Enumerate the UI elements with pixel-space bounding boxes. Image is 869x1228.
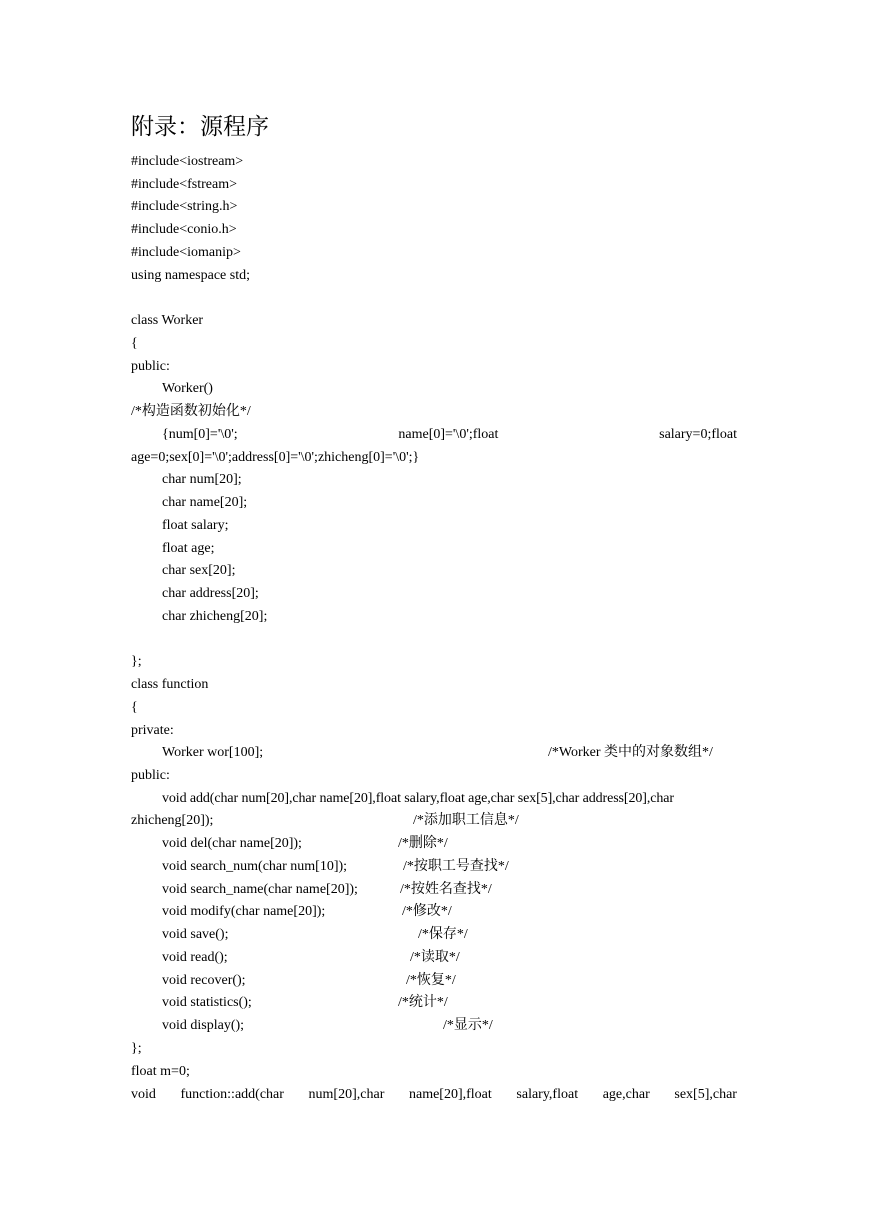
code-token: {num[0]='\0'; <box>162 427 238 442</box>
code-line-justified <box>162 426 737 444</box>
code-comment: /*添加职工信息*/ <box>413 813 519 828</box>
code-line: void save(); <box>162 927 229 942</box>
code-line: float age; <box>162 541 215 556</box>
code-line: #include<conio.h> <box>131 222 237 237</box>
code-comment: /*构造函数初始化*/ <box>131 404 251 419</box>
code-comment: /*统计*/ <box>398 995 448 1010</box>
code-token: void <box>131 1087 156 1102</box>
code-token: name[0]='\0';float <box>398 427 499 442</box>
code-line: public: <box>131 359 170 374</box>
code-line-justified <box>131 1086 737 1104</box>
code-line: void add(char num[20],char name[20],float salary,float age,char sex[5],char address[20],char <box>162 791 674 806</box>
code-line: class Worker <box>131 313 204 328</box>
code-line: #include<fstream> <box>131 177 237 192</box>
code-line: float m=0; <box>131 1064 190 1079</box>
code-line: class function <box>131 677 209 692</box>
code-line: { <box>131 336 138 351</box>
code-comment: /*修改*/ <box>402 904 452 919</box>
code-line: char address[20]; <box>162 586 259 601</box>
code-line: char num[20]; <box>162 472 242 487</box>
code-line: Worker() <box>162 381 213 396</box>
code-line: void recover(); <box>162 973 246 988</box>
code-line: zhicheng[20]); <box>131 813 214 828</box>
code-token: name[20],float <box>408 1087 492 1102</box>
code-comment: /*恢复*/ <box>406 973 456 988</box>
code-comment: /*保存*/ <box>418 927 468 942</box>
code-comment: /*显示*/ <box>443 1018 493 1033</box>
code-line: char name[20]; <box>162 495 248 510</box>
code-line: void statistics(); <box>162 995 252 1010</box>
code-line: }; <box>131 654 142 669</box>
code-token: age,char <box>602 1087 650 1102</box>
code-line: #include<iomanip> <box>131 245 241 260</box>
code-line: void modify(char name[20]); <box>162 904 326 919</box>
code-line: void search_name(char name[20]); <box>162 882 358 897</box>
page-title: 附录：源程序 <box>131 114 269 139</box>
code-token: salary=0;float <box>659 427 737 442</box>
code-line: #include<string.h> <box>131 199 238 214</box>
code-comment: /*读取*/ <box>410 950 460 965</box>
code-token: num[20],char <box>308 1087 385 1102</box>
code-line: Worker wor[100]; <box>162 745 264 760</box>
code-comment: /*按姓名查找*/ <box>400 882 492 897</box>
code-comment: /*按职工号查找*/ <box>403 859 509 874</box>
code-token: sex[5],char <box>674 1087 737 1102</box>
code-token: salary,float <box>516 1087 579 1102</box>
code-line: #include<iostream> <box>131 154 244 169</box>
code-line: age=0;sex[0]='\0';address[0]='\0';zhicheng[0]='\0';} <box>131 450 420 465</box>
code-line: char zhicheng[20]; <box>162 609 268 624</box>
code-line: void display(); <box>162 1018 245 1033</box>
code-line: using namespace std; <box>131 268 250 283</box>
code-line: void read(); <box>162 950 228 965</box>
code-line: }; <box>131 1041 142 1056</box>
code-comment: /*删除*/ <box>398 836 448 851</box>
code-line: char sex[20]; <box>162 563 236 578</box>
code-line: { <box>131 700 138 715</box>
code-line: private: <box>131 723 174 738</box>
code-comment: /*Worker 类中的对象数组*/ <box>548 745 713 760</box>
code-line: void search_num(char num[10]); <box>162 859 348 874</box>
code-token: function::add(char <box>180 1087 284 1102</box>
code-line: void del(char name[20]); <box>162 836 302 851</box>
code-line: public: <box>131 768 170 783</box>
code-line: float salary; <box>162 518 229 533</box>
